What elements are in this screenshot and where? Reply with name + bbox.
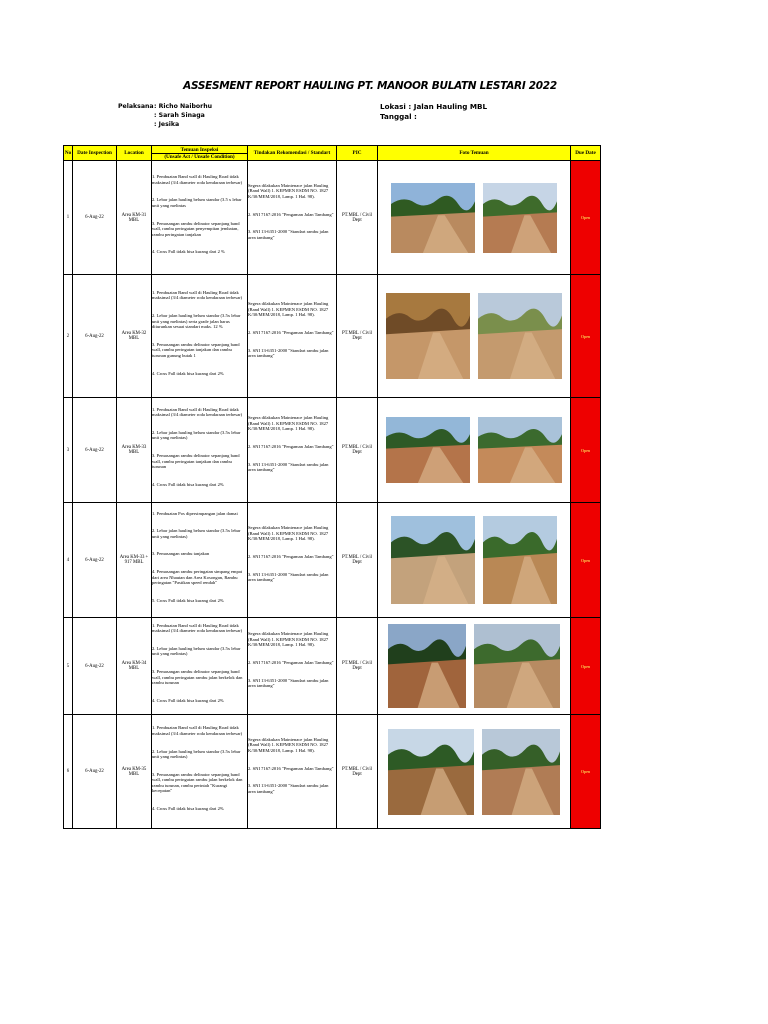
temuan-item: 3. Pemasangan rambu delinator sepanjang band wall, rambu peringatan tanjakan dan rambu turunan <box>152 453 240 470</box>
finding-photo <box>478 293 562 379</box>
col-date: Date Inspection <box>73 146 117 161</box>
temuan-item: 2. Lebar jalan hauling belum standar (3.5x lebar unit yang melintas) serta grade jalan harus diturunkan sesuai standart maks. 12 % <box>152 313 241 330</box>
temuan-item: 4. Cross Fall tidak bisa kurang dari 2% <box>152 697 224 703</box>
row-location: Area KM-31 MBL <box>117 161 152 275</box>
row-temuan <box>152 503 248 618</box>
temuan-item: 3. Pemasangan rambu tanjakan <box>152 551 210 557</box>
row-due: Open <box>571 398 601 503</box>
temuan-item: 1. Pembuatan Pos dipersimpangan jalan damai <box>152 510 238 516</box>
temuan-item: 4. Cross Fall tidak bisa kurang dari 2% <box>152 370 224 376</box>
tindakan-item: Segera dilakukan Maintenace jalan Hauling (Band Wall) 1. KEPMEN ESDM NO. 1827 K/30/MEM/2018, Lamp. 1 Hal. 98). <box>248 736 329 753</box>
tindakan-item: 2. SNI 7167:2016 "Pengaman Jalan Tambang" <box>248 660 334 665</box>
finding-photo <box>483 183 557 253</box>
row-no: 3 <box>64 398 73 503</box>
row-pic: PT.MBL / Civil Dept <box>337 398 378 503</box>
pelaksana-label: Pelaksana <box>118 103 154 110</box>
tindakan-item: 3. SNI 13-6351-2000 "Standart rambu jalan area tambang" <box>248 347 329 359</box>
row-photos <box>378 715 571 829</box>
col-temuan: Temuan Inspeksi (Unsafe Act / Unsafe Condition) <box>152 146 248 161</box>
row-date: 6-Aug-22 <box>73 618 117 715</box>
temuan-item: 5. Cross Fall tidak bisa kurang dari 2% <box>152 597 224 603</box>
row-temuan <box>152 161 248 275</box>
row-due: Open <box>571 715 601 829</box>
temuan-item: 1. Pembuatan Band wall di Hauling Road tidak maksimal (3/4 diameter roda kendaraan terbesar) <box>152 725 243 736</box>
tindakan-item: Segera dilakukan Maintenace jalan Hauling (Band Wall) 1. KEPMEN ESDM NO. 1827 K/30/MEM/2018, Lamp. 1 Hal. 98). <box>248 525 329 542</box>
col-tindakan: Tindakan Rekomendasi / Standart <box>248 146 337 161</box>
tindakan-item: 3. SNI 13-6351-2000 "Standart rambu jalan area tambang" <box>248 571 329 583</box>
row-temuan <box>152 275 248 398</box>
temuan-item: 2. Lebar jalan hauling belum standar (3.5x lebar unit yang melintas) <box>152 429 241 441</box>
row-no: 6 <box>64 715 73 829</box>
col-foto: Foto Temuan <box>378 146 571 161</box>
row-due: Open <box>571 161 601 275</box>
temuan-item: 3. Pemasangan rambu delinator sepanjang band wall, rambu peringatan penyempitan jembatan, rambu peringatan tanjakan <box>152 220 240 237</box>
row-due: Open <box>571 275 601 398</box>
col-no: No <box>64 146 73 161</box>
tindakan-item: 2. SNI 7167:2016 "Pengaman Jalan Tambang" <box>248 765 334 771</box>
row-date: 6-Aug-22 <box>73 398 117 503</box>
col-pic: PIC <box>337 146 378 161</box>
tindakan-item: Segera dilakukan Maintenace jalan Hauling (Band Wall) 1. KEPMEN ESDM NO. 1827 K/30/MEM/2018, Lamp. 1 Hal. 98). <box>248 631 329 648</box>
row-due: Open <box>571 503 601 618</box>
row-temuan <box>152 618 248 715</box>
tindakan-item: 2. SNI 7167:2016 "Pengaman Jalan Tambang" <box>248 330 334 335</box>
tindakan-item: Segera dilakukan Maintenace jalan Hauling (Band Wall) 1. KEPMEN ESDM NO. 1827 K/30/MEM/2018, Lamp. 1 Hal. 98). <box>248 182 329 199</box>
temuan-item: 1. Pembuatan Band wall di Hauling Road tidak maksimal (3/4 diameter roda kendaraan terbesar) <box>152 622 243 634</box>
report-title: ASSESMENT REPORT HAULING PT. MANOOR BULATN LESTARI 2022 <box>183 80 557 92</box>
row-tindakan <box>248 503 337 618</box>
tindakan-item: 3. SNI 13-6351-2000 "Standart rambu jalan area tambang" <box>248 229 329 240</box>
lokasi: Lokasi : Jalan Hauling MBL <box>380 102 488 111</box>
temuan-item: 1. Pembuatan Band wall di Hauling Road tidak maksimal (3/4 diameter roda kendaraan terbesar) <box>152 406 243 418</box>
row-due: Open <box>571 618 601 715</box>
row-pic: PT.MBL / Civil Dept <box>337 275 378 398</box>
finding-photo <box>391 516 475 604</box>
row-no: 4 <box>64 503 73 618</box>
row-photos <box>378 618 571 715</box>
table-row <box>64 161 601 275</box>
finding-photo <box>386 293 470 379</box>
row-no: 2 <box>64 275 73 398</box>
tindakan-item: 2. SNI 7167:2016 "Pengaman Jalan Tambang" <box>248 211 334 217</box>
table-row <box>64 618 601 715</box>
temuan-item: 4. Cross Fall tidak bisa kurang dari 2 % <box>152 249 225 255</box>
finding-photo <box>483 516 557 604</box>
tindakan-item: Segera dilakukan Maintenace jalan Hauling (Band Wall) 1. KEPMEN ESDM NO. 1827 K/30/MEM/2018, Lamp. 1 Hal. 98). <box>248 301 329 318</box>
location-info <box>380 102 487 122</box>
row-location: Area KM-34 MBL <box>117 618 152 715</box>
row-photos <box>378 161 571 275</box>
temuan-item: 2. Lebar jalan hauling belum standar (3.5x lebar unit yang melintas) <box>152 528 241 539</box>
temuan-item: 4. Cross Fall tidak bisa kurang dari 2% <box>152 481 224 487</box>
pelaksana-name: : Jesika <box>154 121 180 128</box>
row-no: 5 <box>64 618 73 715</box>
row-tindakan <box>248 161 337 275</box>
row-date: 6-Aug-22 <box>73 715 117 829</box>
row-photos <box>378 398 571 503</box>
assessment-table <box>63 145 601 829</box>
tindakan-item: 2. SNI 7167:2016 "Pengaman Jalan Tambang" <box>248 554 334 559</box>
finding-photo <box>388 729 474 815</box>
finding-photo <box>388 624 466 708</box>
row-tindakan <box>248 275 337 398</box>
row-pic: PT.MBL / Civil Dept <box>337 161 378 275</box>
table-row <box>64 503 601 618</box>
temuan-item: 1. Pembuatan Band wall di Hauling Road tidak maksimal (3/4 diameter roda kendaraan terbesar) <box>152 174 243 185</box>
finding-photo <box>386 417 470 483</box>
temuan-item: 4. Cross Fall tidak bisa kurang dari 2% <box>152 806 224 812</box>
row-tindakan <box>248 715 337 829</box>
table-row <box>64 715 601 829</box>
pelaksana-name: : Richo Naiborhu <box>154 103 213 110</box>
tindakan-item: 2. SNI 7167:2016 "Pengaman Jalan Tambang" <box>248 444 334 449</box>
temuan-item: 1. Pembuatan Band wall di Hauling Road tidak maksimal (3/4 diameter roda kendaraan terbesar) <box>152 289 243 301</box>
row-date: 6-Aug-22 <box>73 503 117 618</box>
temuan-item: 3. Pemasangan rambu delinator sepanjang band wall, rambu peringatan tanjakan dan rambu turunan gunung butak 1 <box>152 341 240 358</box>
temuan-item: 3. Pemasangan rambu delinator sepanjang band wall, rambu peringatan rambu jalan berkelok dan rambu turunan, rambu perintah "Kurangi kecepatan" <box>152 771 243 794</box>
temuan-item: 2. Lebar jalan hauling belum standar (3.5x lebar unit yang melintas) <box>152 748 241 760</box>
tanggal: Tanggal : <box>380 112 417 121</box>
row-location: Area KM-32 MBL <box>117 275 152 398</box>
row-photos <box>378 275 571 398</box>
tindakan-item: 3. SNI 13-6351-2000 "Standart rambu jalan area tambang" <box>248 461 329 473</box>
row-pic: PT.MBL / Civil Dept <box>337 715 378 829</box>
table-row <box>64 275 601 398</box>
row-location: Area KM-35 MBL <box>117 715 152 829</box>
temuan-item: 3. Pemasangan rambu delinator sepanjang band wall, rambu peringatan rambu jalan berkelok dan rambu turunan <box>152 669 243 686</box>
tindakan-item: Segera dilakukan Maintenace jalan Hauling (Band Wall) 1. KEPMEN ESDM NO. 1827 K/30/MEM/2018, Lamp. 1 Hal. 98). <box>248 415 329 432</box>
tindakan-item: 3. SNI 13-6351-2000 "Standart rambu jalan area tambang" <box>248 783 329 794</box>
row-temuan <box>152 715 248 829</box>
finding-photo <box>478 417 562 483</box>
finding-photo <box>482 729 560 815</box>
row-date: 6-Aug-22 <box>73 161 117 275</box>
finding-photo <box>391 183 475 253</box>
row-tindakan <box>248 398 337 503</box>
row-date: 6-Aug-22 <box>73 275 117 398</box>
temuan-item: 2. Lebar jalan hauling belum standar (3.5x lebar unit yang melintas) <box>152 645 241 657</box>
row-photos <box>378 503 571 618</box>
finding-photo <box>474 624 560 708</box>
tindakan-item: 3. SNI 13-6351-2000 "Standart rambu jalan area tambang" <box>248 677 329 689</box>
row-location: Area KM-33 MBL <box>117 398 152 503</box>
row-tindakan <box>248 618 337 715</box>
col-due: Due Date <box>571 146 601 161</box>
col-location: Location <box>117 146 152 161</box>
row-pic: PT.MBL / Civil Dept <box>337 503 378 618</box>
row-no: 1 <box>64 161 73 275</box>
row-pic: PT.MBL / Civil Dept <box>337 618 378 715</box>
temuan-item: 4. Pemasangan rambu peringatan simpang empat dari area Nhautan dan Area Kosongan, Rambu peringatan "Pastikan speed rendah" <box>152 569 243 586</box>
row-location: Area KM-33 + 917 MBL <box>117 503 152 618</box>
row-temuan <box>152 398 248 503</box>
table-header-row <box>64 146 601 161</box>
temuan-item: 2. Lebar jalan hauling belum standar (3.5 x lebar unit yang melintas <box>152 197 242 208</box>
table-row <box>64 398 601 503</box>
pelaksana-names <box>154 102 212 129</box>
pelaksana-name: : Sarah Sinaga <box>154 112 205 119</box>
